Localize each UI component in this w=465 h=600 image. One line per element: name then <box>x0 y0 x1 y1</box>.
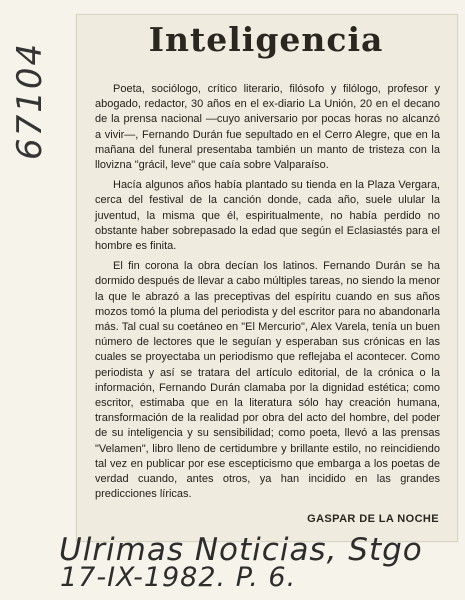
author-signature: GASPAR DE LA NOCHE <box>307 513 439 525</box>
article-title: Inteligencia <box>148 20 384 59</box>
handwritten-source-note: Ulrimas Noticias, Stgo <box>59 532 423 568</box>
article-body <box>95 82 440 507</box>
handwritten-date-page-note: 17-IX-1982. P. 6. <box>60 562 297 593</box>
article-paragraph-2: Hacía algunos años había plantado su tienda en la Plaza Vergara, cerca del festival de la canción donde, cada año, suele ulular la juventud, la misma que él, espiritualmente, no había perdido no obstante haber sobrepasado la edad que según el Eclasiastés para el hombre es finita. <box>95 179 440 253</box>
vertical-handwritten-number: 67104 <box>10 41 50 160</box>
article-paragraph-3: El fin corona la obra decían los latinos. Fernando Durán se ha dormido después de llevar a cabo múltiples tareas, no siendo la menor la que le abrazó a las preceptivas del espíritu cuando en sus años mozos tomó la pluma del periodista y del escritor para no abandonarla más. Tal cual su coetáneo en "El Mercurio", Alex Varela, tenía un buen número de lectores que le seguían y esperaban sus crónicas en las cuales se proyectaba un periodismo que reflejaba el acontecer. Como periodista y así se tratara del artículo editorial, de la crónica o la información, Fernando Durán clamaba por la dignidad estética; como escritor, estimaba que en la literatura sólo hay creación humana, transformación de la realidad por obra del acto del hombre, del poder de su inteligencia y su sensibilidad; como poeta, llevó a las prensas "Velamen", libro lleno de certidumbre y brillante estilo, no reincidiendo tal vez en publicar por ese escepticismo que embarga a los poetas de verdad cuando, antes otros, ya han incidido en las grandes predicciones líricas. <box>95 260 440 501</box>
article-paragraph-1: Poeta, sociólogo, crítico literario, filósofo y filólogo, profesor y abogado, redactor, 30 años en el ex-diario La Unión, 20 en el decano de la prensa nacional —cuyo aniversario por pocas horas no alcanzó a vivir—, Fernando Durán fue sepultado en el Cerro Alegre, que en la mañana del funeral presentaba también un manto de tristeza con la llovizna "grácil, leve" que caía sobre Valparaíso. <box>95 83 440 172</box>
